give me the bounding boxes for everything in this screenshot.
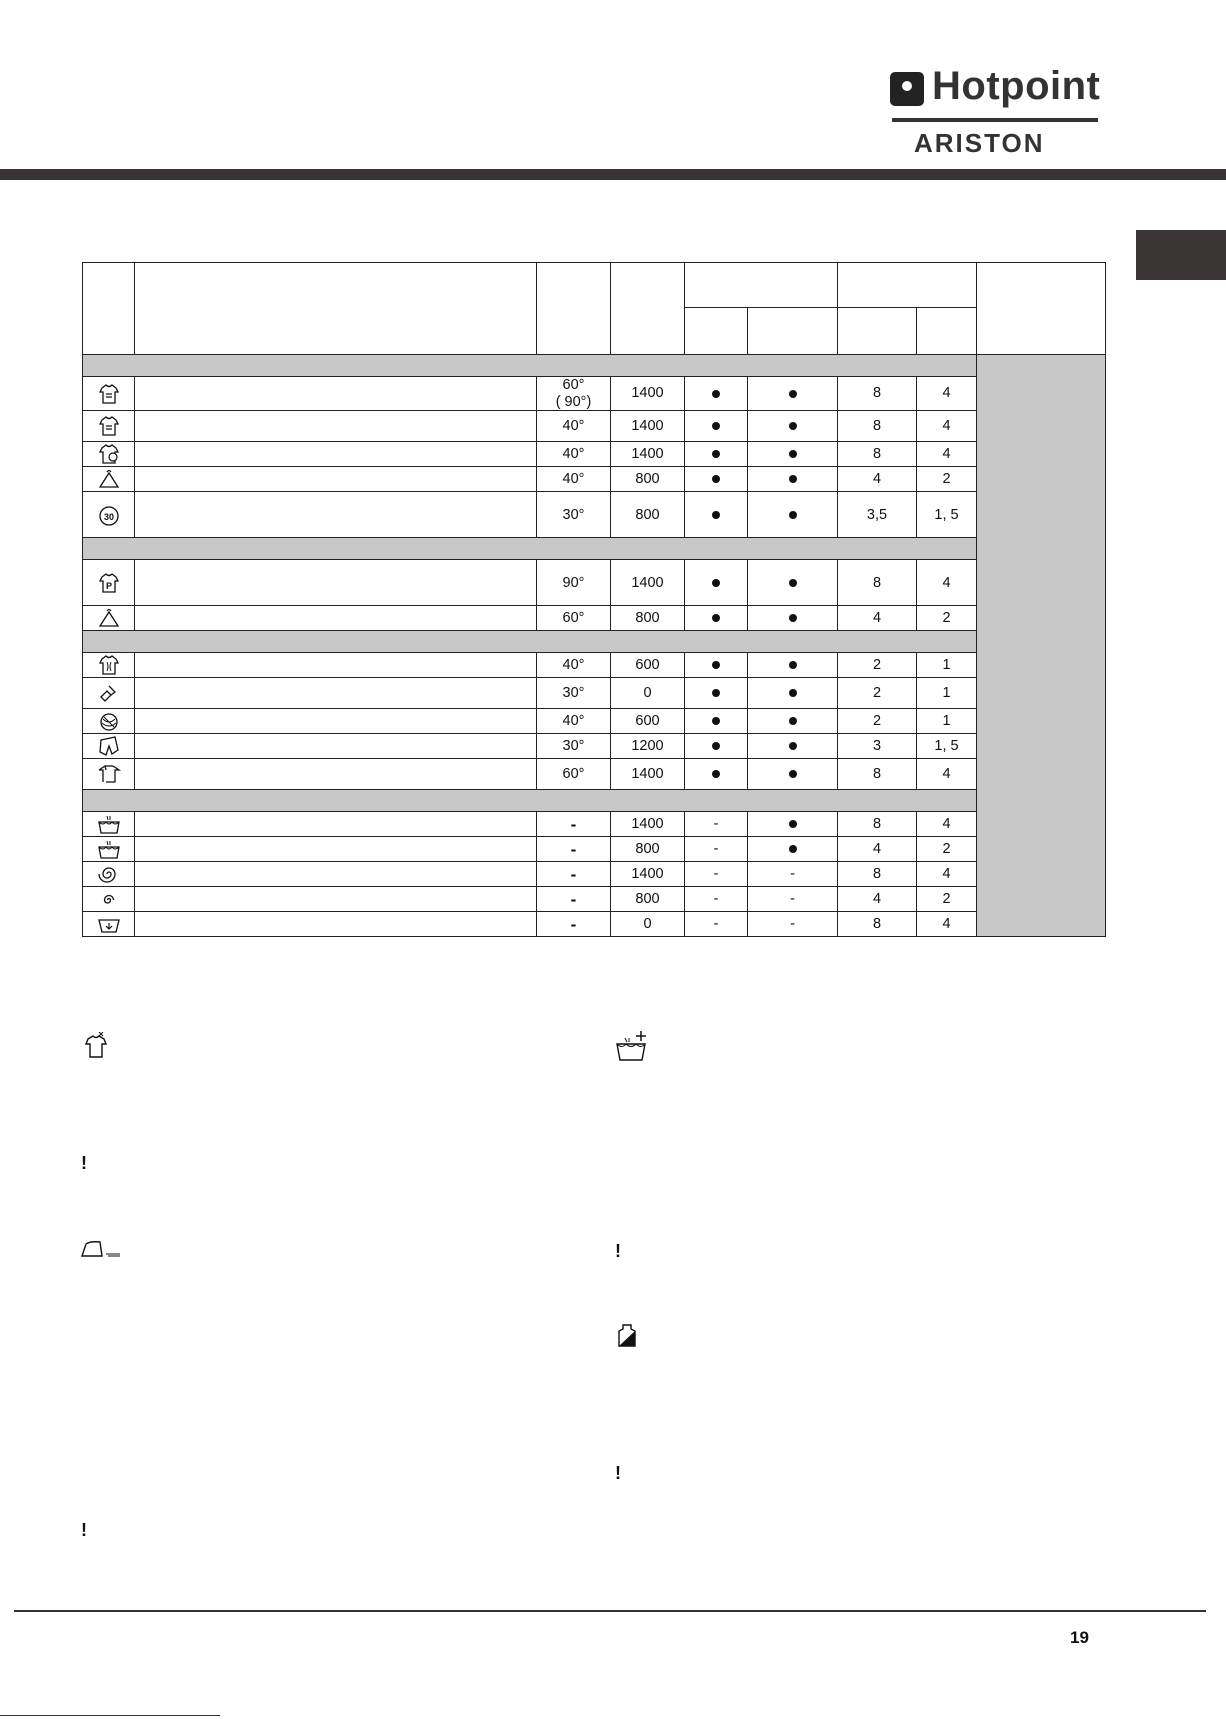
programme-row — [83, 606, 1106, 631]
half-load-cell: 4 — [917, 812, 977, 837]
programme-row — [83, 678, 1106, 709]
brand-mark-icon — [890, 72, 924, 106]
section-header-row — [83, 790, 1106, 812]
warning-mark: ! — [81, 1153, 87, 1173]
half-load-cell: 2 — [917, 837, 977, 862]
programme-row — [83, 759, 1106, 790]
spin-speed-cell: 800 — [611, 606, 685, 631]
warning-mark: ! — [615, 1241, 621, 1261]
programme-icon-cell — [83, 653, 135, 678]
programme-description — [135, 467, 537, 492]
programme-icon-cell — [83, 812, 135, 837]
temperature-cell — [537, 837, 611, 862]
programme-row — [83, 442, 1106, 467]
softener-cell — [748, 759, 838, 790]
brand-logo — [890, 66, 1100, 156]
detergent-cell — [685, 492, 748, 538]
temperature-value: 40° — [562, 657, 585, 673]
programme-icon-cell — [83, 837, 135, 862]
spin-speed-cell: 800 — [611, 492, 685, 538]
half-load-cell: 4 — [917, 377, 977, 411]
max-load-cell: 8 — [838, 442, 917, 467]
softener-cell — [748, 653, 838, 678]
temperature-cell — [537, 734, 611, 759]
programme-description — [135, 912, 537, 937]
bullet-icon — [712, 579, 720, 587]
max-load-cell: 8 — [838, 912, 917, 937]
detergent-cell: - — [685, 862, 748, 887]
bullet-icon — [789, 475, 797, 483]
programme-row — [83, 887, 1106, 912]
temperature-value: 90° — [562, 574, 585, 591]
programme-row — [83, 837, 1106, 862]
programme-description — [135, 492, 537, 538]
brand-sub: ARISTON — [914, 128, 1045, 158]
bullet-icon — [789, 511, 797, 519]
synthetic-icon — [97, 606, 121, 630]
programme-row — [83, 862, 1106, 887]
temperature-value: 60° — [562, 610, 585, 626]
temperature-value: 40° — [562, 471, 585, 487]
header-bar — [0, 169, 1226, 180]
bullet-icon — [712, 742, 720, 750]
half-load-cell: 4 — [917, 759, 977, 790]
programme-description — [135, 442, 537, 467]
programme-description — [135, 678, 537, 709]
spin-speed-cell: 0 — [611, 678, 685, 709]
extra-rinse-icon — [614, 1030, 648, 1062]
temperature-cell — [537, 812, 611, 837]
temperature-value: - — [570, 839, 577, 859]
softener-cell — [748, 734, 838, 759]
temperature-cell — [537, 442, 611, 467]
max-load-cell: 8 — [838, 759, 917, 790]
bullet-icon — [789, 614, 797, 622]
temperature-cell — [537, 887, 611, 912]
temperature-value: 30° — [562, 506, 585, 523]
max-load-cell: 8 — [838, 812, 917, 837]
softener-cell: - — [748, 912, 838, 937]
detergent-cell: - — [685, 812, 748, 837]
temperature-cell — [537, 678, 611, 709]
programme-icon-cell — [83, 377, 135, 411]
synthetic-icon — [97, 467, 121, 491]
temperature-alt-value: ( 90°) — [555, 393, 592, 410]
temperature-value: 30° — [562, 738, 585, 754]
bullet-icon — [712, 475, 720, 483]
footer-rule — [14, 1610, 1206, 1612]
half-load-cell: 1 — [917, 678, 977, 709]
svg-text:30: 30 — [103, 511, 114, 522]
drain-icon — [97, 912, 121, 936]
softener-cell — [748, 377, 838, 411]
cotton-stain-icon — [97, 442, 121, 466]
programme-row — [83, 467, 1106, 492]
temperature-cell — [537, 709, 611, 734]
spin-speed-cell: 1400 — [611, 862, 685, 887]
hand-wash-icon — [97, 681, 121, 705]
svg-text:P: P — [105, 580, 112, 591]
cotton-icon — [97, 414, 121, 438]
max-load-cell: 2 — [838, 709, 917, 734]
prewash-p-icon — [97, 571, 121, 595]
stain-shirt-icon — [82, 1032, 110, 1060]
bullet-icon — [712, 511, 720, 519]
max-load-cell: 4 — [838, 467, 917, 492]
load-weight-icon — [617, 1323, 637, 1348]
programme-description — [135, 837, 537, 862]
half-load-cell: 2 — [917, 887, 977, 912]
programme-row — [83, 709, 1106, 734]
bullet-icon — [712, 614, 720, 622]
temperature-cell — [537, 606, 611, 631]
temperature-value: 30° — [562, 685, 585, 701]
programme-icon-cell — [83, 442, 135, 467]
temperature-value: - — [570, 889, 577, 909]
spin-speed-cell: 1400 — [611, 560, 685, 606]
section-header-row — [83, 355, 1106, 377]
detergent-cell — [685, 709, 748, 734]
temperature-value: 60° — [562, 377, 585, 393]
detergent-cell: - — [685, 887, 748, 912]
spin-speed-cell: 1400 — [611, 759, 685, 790]
spin-speed-cell: 1400 — [611, 812, 685, 837]
temperature-cell — [537, 653, 611, 678]
programme-description — [135, 411, 537, 442]
detergent-cell: - — [685, 912, 748, 937]
spin-speed-cell: 600 — [611, 709, 685, 734]
brand-divider — [892, 118, 1098, 122]
max-load-cell: 8 — [838, 862, 917, 887]
temperature-cell — [537, 759, 611, 790]
temperature-value: 60° — [562, 766, 585, 782]
easy-iron-icon — [80, 1240, 122, 1258]
softener-cell — [748, 678, 838, 709]
brand-name: Hotpoint — [932, 64, 1101, 108]
softener-cell — [748, 442, 838, 467]
max-load-cell: 4 — [838, 887, 917, 912]
bullet-icon — [789, 390, 797, 398]
bullet-icon — [789, 579, 797, 587]
programme-description — [135, 606, 537, 631]
temperature-cell — [537, 467, 611, 492]
programme-description — [135, 862, 537, 887]
max-load-cell: 4 — [838, 606, 917, 631]
max-load-cell: 8 — [838, 560, 917, 606]
bullet-icon — [789, 450, 797, 458]
bullet-icon — [712, 661, 720, 669]
half-load-cell: 2 — [917, 606, 977, 631]
temperature-cell — [537, 377, 611, 411]
detergent-cell — [685, 734, 748, 759]
detergent-cell — [685, 442, 748, 467]
section-band — [83, 538, 977, 560]
temperature-cell — [537, 411, 611, 442]
bullet-icon — [712, 717, 720, 725]
softener-cell: - — [748, 862, 838, 887]
max-load-cell: 8 — [838, 411, 917, 442]
programme-icon-cell — [83, 709, 135, 734]
section-band — [83, 631, 977, 653]
programme-description — [135, 734, 537, 759]
programme-description — [135, 709, 537, 734]
programme-icon-cell — [83, 606, 135, 631]
bullet-icon — [789, 661, 797, 669]
section-header-row — [83, 631, 1106, 653]
temperature-value: - — [570, 814, 577, 834]
max-load-cell: 2 — [838, 653, 917, 678]
temperature-value: 40° — [562, 418, 585, 434]
programme-icon-cell — [83, 560, 135, 606]
temperature-cell — [537, 492, 611, 538]
half-load-cell: 4 — [917, 862, 977, 887]
spin-speed-cell: 800 — [611, 887, 685, 912]
half-load-cell: 1 — [917, 653, 977, 678]
rinse-icon — [97, 837, 121, 861]
max-load-cell: 8 — [838, 377, 917, 411]
programme-icon-cell — [83, 467, 135, 492]
spin-speed-cell: 800 — [611, 467, 685, 492]
warning-mark: ! — [81, 1520, 87, 1540]
programme-row — [83, 377, 1106, 411]
programme-description — [135, 887, 537, 912]
section-band — [83, 790, 977, 812]
softener-cell — [748, 411, 838, 442]
page-number: 19 — [1070, 1628, 1089, 1647]
half-load-cell: 2 — [917, 467, 977, 492]
bullet-icon — [789, 742, 797, 750]
bullet-icon — [789, 717, 797, 725]
bullet-icon — [712, 770, 720, 778]
softener-cell — [748, 837, 838, 862]
spin-icon — [97, 862, 121, 886]
detergent-cell — [685, 377, 748, 411]
detergent-cell — [685, 606, 748, 631]
bullet-icon — [789, 689, 797, 697]
softener-cell — [748, 467, 838, 492]
section-band — [83, 355, 977, 377]
temperature-value: - — [570, 914, 577, 934]
bullet-icon — [789, 770, 797, 778]
detergent-cell — [685, 560, 748, 606]
max-load-cell: 2 — [838, 678, 917, 709]
temperature-value: 40° — [562, 446, 585, 462]
max-load-cell: 4 — [838, 837, 917, 862]
softener-cell — [748, 812, 838, 837]
detergent-cell: - — [685, 837, 748, 862]
programme-description — [135, 377, 537, 411]
warning-mark: ! — [615, 1463, 621, 1483]
detergent-cell — [685, 653, 748, 678]
programme-row — [83, 492, 1106, 538]
programme-icon-cell — [83, 411, 135, 442]
spin-speed-cell: 1400 — [611, 411, 685, 442]
programme-row — [83, 912, 1106, 937]
detergent-cell — [685, 411, 748, 442]
programme-icon-cell — [83, 887, 135, 912]
spin-speed-cell: 1400 — [611, 377, 685, 411]
spin-small-icon — [97, 887, 121, 911]
rinse-icon — [97, 812, 121, 836]
softener-cell — [748, 492, 838, 538]
detergent-cell — [685, 759, 748, 790]
programme-description — [135, 759, 537, 790]
programme-table — [82, 262, 1106, 937]
temperature-cell — [537, 862, 611, 887]
section-header-row — [83, 538, 1106, 560]
max-load-cell: 3 — [838, 734, 917, 759]
softener-cell — [748, 709, 838, 734]
spin-speed-cell: 800 — [611, 837, 685, 862]
half-load-cell: 1, 5 — [917, 734, 977, 759]
programme-icon-cell — [83, 912, 135, 937]
detergent-cell — [685, 467, 748, 492]
jeans-icon — [97, 734, 121, 758]
notes-column — [977, 355, 1106, 937]
programme-row — [83, 734, 1106, 759]
language-tab — [1136, 230, 1226, 280]
softener-cell — [748, 606, 838, 631]
temperature-cell — [537, 912, 611, 937]
cotton-icon — [97, 382, 121, 406]
temperature-value: 40° — [562, 713, 585, 729]
spin-speed-cell: 1200 — [611, 734, 685, 759]
table-header-row — [83, 263, 1106, 308]
spin-speed-cell: 600 — [611, 653, 685, 678]
cut-line — [0, 1715, 220, 1716]
detergent-cell — [685, 678, 748, 709]
programme-icon-cell — [83, 734, 135, 759]
softener-cell — [748, 560, 838, 606]
spin-speed-cell: 1400 — [611, 442, 685, 467]
bullet-icon — [712, 422, 720, 430]
half-load-cell: 4 — [917, 560, 977, 606]
half-load-cell: 4 — [917, 912, 977, 937]
spin-speed-cell: 0 — [611, 912, 685, 937]
programme-row — [83, 812, 1106, 837]
bullet-icon — [789, 820, 797, 828]
bullet-icon — [789, 422, 797, 430]
programme-icon-cell — [83, 678, 135, 709]
wool-icon — [97, 709, 121, 733]
programme-description — [135, 653, 537, 678]
bullet-icon — [712, 390, 720, 398]
programme-row — [83, 653, 1106, 678]
softener-cell: - — [748, 887, 838, 912]
bullet-icon — [712, 689, 720, 697]
half-load-cell: 4 — [917, 442, 977, 467]
temperature-value: - — [570, 864, 577, 884]
bullet-icon — [789, 845, 797, 853]
bullet-icon — [712, 450, 720, 458]
programme-icon-cell — [83, 759, 135, 790]
programme-row — [83, 411, 1106, 442]
baby-icon — [97, 762, 121, 786]
timer-30-icon — [97, 503, 121, 527]
programme-description — [135, 812, 537, 837]
half-load-cell: 4 — [917, 411, 977, 442]
temperature-cell — [537, 560, 611, 606]
delicates-icon — [97, 653, 121, 677]
half-load-cell: 1 — [917, 709, 977, 734]
programme-description — [135, 560, 537, 606]
programme-row — [83, 560, 1106, 606]
max-load-cell: 3,5 — [838, 492, 917, 538]
programme-icon-cell — [83, 862, 135, 887]
half-load-cell: 1, 5 — [917, 492, 977, 538]
programme-icon-cell — [83, 492, 135, 538]
